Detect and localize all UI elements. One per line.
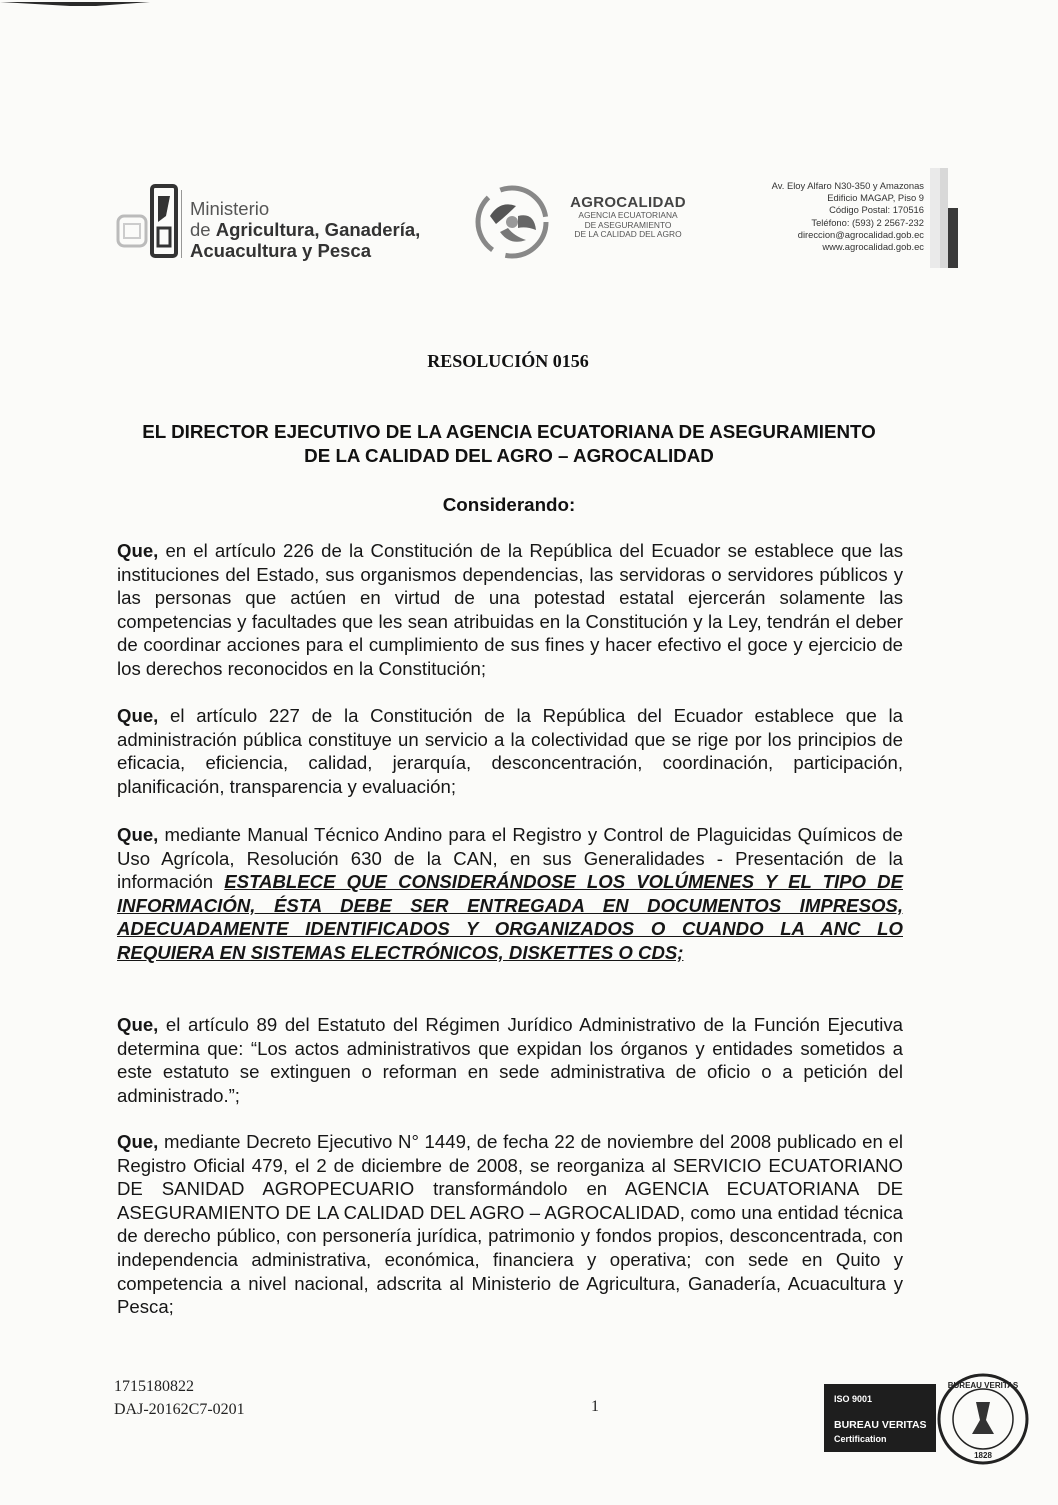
resolution-title: RESOLUCIÓN 0156 [427,351,589,371]
whereas-paragraph-3 [117,823,903,965]
page-number: 1 [591,1398,599,1415]
agrocalidad-sub1: AGENCIA ECUATORIANA [578,210,678,220]
paragraph-text: el artículo 227 de la Constitución de la República del Ecuador establece que la administración pública constituye un servicio a la colectividad que se rige por los principios de eficacia, eficiencia, calidad, jerarquía, desconcentración, coordinación, participación, planificación, transparencia y evaluación; [117,705,903,797]
issuer-heading-line2: DE LA CALIDAD DEL AGRO – AGROCALIDAD [304,445,714,466]
address-postal: Código Postal: 170516 [829,204,924,216]
agrocalidad-logo [470,176,700,266]
paragraph-text: mediante Manual Técnico Andino para el Registro y Control de Plaguicidas Químicos de Uso Agrícola, Resolución 630 de la CAN, en sus Generalidades - Presentación de la información [117,824,903,893]
issuer-heading [104,420,914,468]
paragraph-text: el artículo 89 del Estatuto del Régimen Jurídico Administrativo de la Función Ejecutiva determina que: “Los actos administrativos que expidan los órganos y entidades sometidos a este estatuto se extinguen o reforman en sede administrativa de oficio o a petición del administrado.”; [117,1014,903,1106]
address-block [700,180,924,253]
whereas-paragraph-5 [117,1130,903,1319]
bureau-veritas-seal-icon [936,1372,1030,1466]
paragraph-lead: Que, [117,540,159,561]
whereas-paragraph-1 [117,539,903,681]
whereas-paragraph-4 [117,1013,903,1107]
agrocalidad-sub3: DE LA CALIDAD DEL AGRO [574,229,682,240]
paragraph-text: en el artículo 226 de la Constitución de la República del Ecuador se establece que las instituciones del Estado, sus organismos dependencias, las servidoras o servidores públicos y las personas que actúen en virtud de una potestad estatal ejercerán solamente las competencias y facultades que les sean atribuidas en la Constitución y la Ley, tendrán el deber de coordinar acciones para el cumplimiento de sus fines y hacer efectivo el goce y ejercicio de los derechos reconocidos en la Constitución; [117,540,903,679]
seal-year-text: 1828 [974,1451,992,1460]
ministry-emblem-icon [112,182,182,262]
paragraph-lead: Que, [117,1014,159,1035]
footer-code-2: DAJ-20162C7-0201 [114,1401,245,1418]
iso-certification-badge [824,1384,936,1452]
agrocalidad-emblem-icon [470,176,554,266]
header-color-bar [930,168,960,268]
ministry-line2: de Agricultura, Ganadería, [190,219,421,240]
address-website: www.agrocalidad.gob.ec [822,241,924,253]
ministry-line3: Acuacultura y Pesca [190,240,371,261]
address-email: direccion@agrocalidad.gob.ec [797,228,924,240]
agrocalidad-name: AGROCALIDAD [570,194,686,211]
ministry-line1: Ministerio [190,198,270,219]
seal-top-text: BUREAU VERITAS [947,1381,1019,1390]
ministry-logo [112,182,432,262]
address-phone: Teléfono: (593) 2 2567-232 [811,216,924,228]
address-building: Edificio MAGAP, Piso 9 [827,192,924,204]
footer-codes [114,1375,245,1421]
scan-edge-mark [0,0,160,12]
considerando-heading: Considerando: [442,494,576,515]
agrocalidad-sub2: DE ASEGURAMIENTO [584,219,672,230]
iso-label: ISO 9001 [834,1394,873,1404]
paragraph-lead: Que, [117,1131,159,1152]
address-street: Av. Eloy Alfaro N30-350 y Amazonas [771,180,924,191]
certification-label: Certification [834,1434,887,1444]
paragraph-lead: Que, [117,705,159,726]
whereas-paragraph-2 [117,704,903,798]
footer-code-1: 1715180822 [114,1378,194,1395]
certifier-name: BUREAU VERITAS [834,1419,927,1431]
issuer-heading-line1: EL DIRECTOR EJECUTIVO DE LA AGENCIA ECUATORIANA DE ASEGURAMIENTO [142,421,876,442]
paragraph-lead: Que, [117,824,159,845]
paragraph-text: mediante Decreto Ejecutivo N° 1449, de fecha 22 de noviembre del 2008 publicado en el Registro Oficial 479, el 2 de diciembre de 2008, se reorganiza al SERVICIO ECUATORIANO DE SANIDAD AGROPECUARIO transformándolo en AGENCIA ECUATORIANA DE ASEGURAMIENTO DE LA CALIDAD DEL AGRO – AGROCALIDAD, como una entidad técnica de derecho público, con personería jurídica, patrimonio y fondos propios, desconcentrada, con independencia administrativa, económica, financiera y operativa; con sede en Quito y competencia a nivel nacional, adscrita al Ministerio de Agricultura, Ganadería, Acuacultura y Pesca; [117,1131,903,1318]
paragraph-emphasis: ESTABLECE QUE CONSIDERÁNDOSE LOS VOLÚMENES Y EL TIPO DE INFORMACIÓN, ÉSTA DEBE SER ENTREGADA EN DOCUMENTOS IMPRESOS, ADECUADAMENTE IDENTIFICADOS Y ORGANIZADOS O CUANDO LA ANC LO REQUIERA EN SISTEMAS ELECTRÓNICOS, DISKETTES O CDS; [117,871,903,963]
